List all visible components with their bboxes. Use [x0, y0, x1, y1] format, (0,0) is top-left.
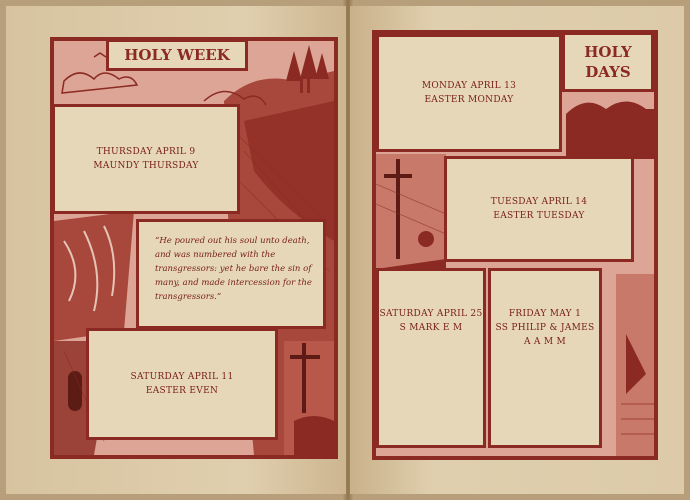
holy-days-title [562, 32, 654, 92]
holy-days-title-line2: DAYS [585, 63, 631, 81]
entry-date: FRIDAY MAY 1 [508, 309, 582, 319]
scripture-quote-text: “He poured out his soul unto death, and was numbered with the transgressors: yet he bare the sin of many, and made intercession for the transgressors.” [155, 236, 312, 302]
entry-date: SATURDAY APRIL 11 [130, 372, 234, 382]
entry-name: MAUNDY THURSDAY [93, 161, 199, 171]
entry-name: S MARK E M [399, 323, 463, 333]
left-page [6, 6, 346, 494]
entry-date: TUESDAY APRIL 14 [490, 197, 588, 207]
entry-date: MONDAY APRIL 13 [421, 81, 517, 91]
entry-friday-may-1 [488, 268, 602, 448]
entry-date: THURSDAY APRIL 9 [96, 147, 196, 157]
entry-date: SATURDAY APRIL 25 [379, 309, 483, 319]
entry-name: EASTER EVEN [145, 386, 219, 396]
entry-thursday-april-9 [52, 104, 240, 214]
entry-monday-april-13 [376, 34, 562, 152]
holy-week-title [106, 39, 248, 71]
entry-name: SS PHILIP & JAMES [495, 323, 595, 333]
entry-saturday-april-11 [86, 328, 278, 440]
entry-name: EASTER TUESDAY [493, 211, 585, 221]
holy-week-title-text: HOLY WEEK [124, 46, 230, 64]
entry-name: EASTER MONDAY [424, 95, 514, 105]
holy-days-title-line1: HOLY [584, 43, 632, 61]
entry-tuesday-april-14 [444, 156, 634, 262]
entry-name-2: A A M M [523, 337, 567, 347]
right-page [350, 6, 684, 494]
scripture-quote [136, 219, 326, 329]
entry-saturday-april-25 [376, 268, 486, 448]
